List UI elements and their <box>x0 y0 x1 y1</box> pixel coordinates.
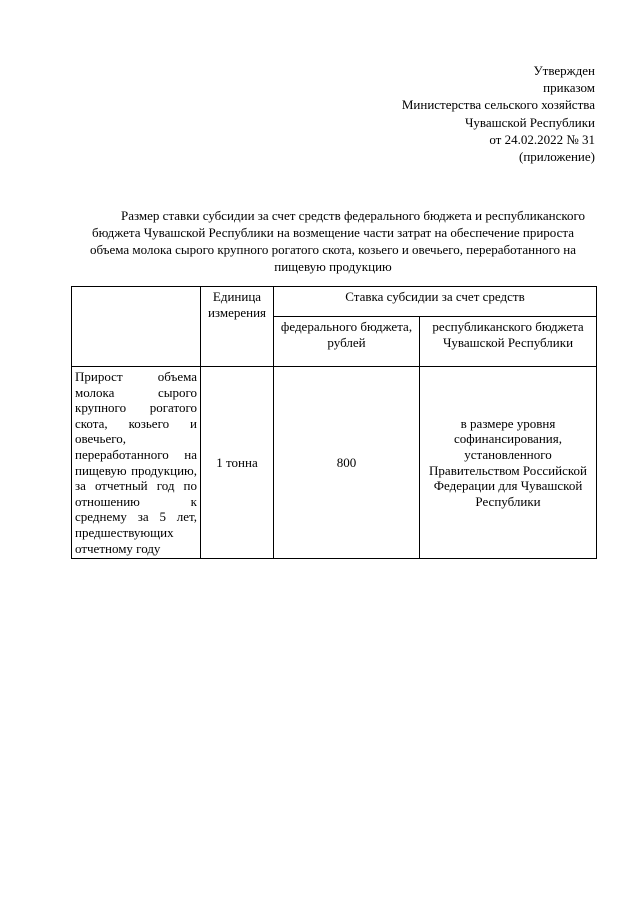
row-republic-rate: в размере уровня софинансирования, установленного Правительством Российской Федерации для Чувашской Республики <box>420 367 597 559</box>
header-republic: республиканского бюджета Чувашской Республики <box>420 317 597 367</box>
approval-line: Министерства сельского хозяйства <box>401 97 595 113</box>
row-federal-rate: 800 <box>274 367 420 559</box>
row-description: Прирост объема молока сырого крупного рогатого скота, козьего и овечьего, переработанного на пищевую продукцию, за отчетный год по отношению к среднему за 5 лет, предшествующих отчетному году <box>72 367 201 559</box>
header-empty-cell <box>72 287 201 367</box>
document-title-text: Размер ставки субсидии за счет средств федерального бюджета и республиканского бюджета Чувашской Республики на возмещение части затрат на обеспечение прироста объема молока сырого крупного рогатого скота, козьего и овечьего, переработанного на пищевую продукцию <box>89 208 586 274</box>
row-unit: 1 тонна <box>201 367 274 559</box>
table-row <box>72 367 597 559</box>
approval-line: от 24.02.2022 № 31 <box>489 131 595 147</box>
document-title <box>72 207 594 275</box>
approval-stamp <box>402 62 595 165</box>
table-header-row <box>72 287 597 317</box>
approval-line: (приложение) <box>518 149 595 165</box>
header-unit: Единица измерения <box>201 287 274 367</box>
approval-line: Чувашской Республики <box>464 114 595 130</box>
header-federal: федерального бюджета, рублей <box>274 317 420 367</box>
header-rate-group: Ставка субсидии за счет средств <box>274 287 597 317</box>
approval-line: приказом <box>543 80 595 96</box>
subsidy-rate-table <box>71 286 597 559</box>
approval-line: Утвержден <box>533 63 595 78</box>
